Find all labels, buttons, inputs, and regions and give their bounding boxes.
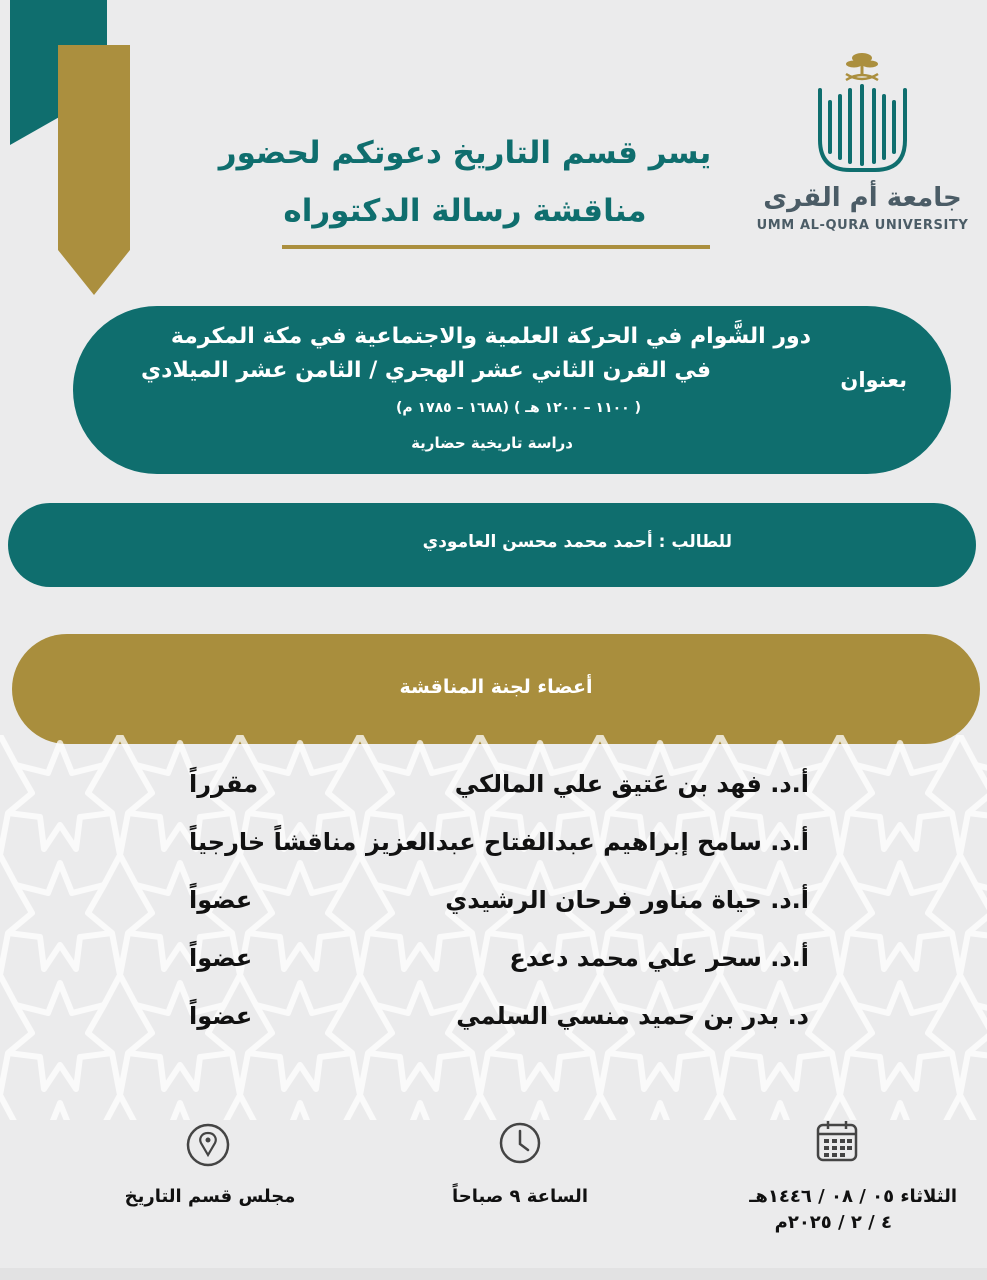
committee-banner bbox=[12, 634, 980, 744]
event-heading: مناقشة رسالة الدكتوراه bbox=[283, 193, 647, 229]
committee-member bbox=[189, 944, 809, 984]
member-name: أ.د. سحر علي محمد دعدع bbox=[509, 944, 809, 972]
thesis-subtitle: دراسة تاريخية حضارية bbox=[411, 434, 573, 452]
student-name: للطالب : أحمد محمد محسن العامودي bbox=[422, 532, 732, 552]
member-role: عضواً bbox=[189, 1002, 253, 1030]
event-time: الساعة ٩ صباحاً bbox=[452, 1186, 588, 1207]
member-role: مقرراً bbox=[189, 770, 259, 798]
university-name-english: UMM AL-QURA UNIVERSITY bbox=[756, 218, 969, 233]
committee-member bbox=[189, 1002, 809, 1042]
location-pin-icon bbox=[185, 1122, 231, 1168]
heading-underline bbox=[282, 245, 710, 249]
invitation-heading: يسر قسم التاريخ دعوتكم لحضور bbox=[218, 135, 712, 171]
student-banner bbox=[8, 503, 976, 587]
member-name: أ.د. فهد بن عَتيق علي المالكي bbox=[454, 770, 809, 798]
thesis-title-banner bbox=[73, 306, 951, 474]
committee-member bbox=[189, 886, 809, 926]
committee-title: أعضاء لجنة المناقشة bbox=[399, 676, 593, 698]
event-location: مجلس قسم التاريخ bbox=[124, 1186, 296, 1207]
clock-icon bbox=[497, 1120, 543, 1166]
committee-member bbox=[189, 770, 809, 810]
bottom-edge bbox=[0, 1268, 987, 1280]
member-name: د. بدر بن حميد منسي السلمي bbox=[456, 1002, 809, 1030]
member-role: مناقشاً خارجياً bbox=[189, 828, 357, 856]
university-emblem-icon bbox=[750, 40, 975, 180]
thesis-years: ( ١١٠٠ – ١٢٠٠ هـ ) (١٦٨٨ – ١٧٨٥ م) bbox=[396, 400, 641, 416]
member-name: أ.د. سامح إبراهيم عبدالفتاح عبدالعزيز bbox=[365, 828, 809, 856]
thesis-title-line-2: في القرن الثاني عشر الهجري / الثامن عشر الميلادي bbox=[140, 358, 711, 383]
corner-ribbon-gold bbox=[58, 45, 130, 295]
calendar-icon bbox=[814, 1118, 860, 1164]
member-name: أ.د. حياة مناور فرحان الرشيدي bbox=[445, 886, 809, 914]
member-role: عضواً bbox=[189, 886, 253, 914]
university-name-arabic: جامعة أم القرى bbox=[763, 183, 962, 213]
university-logo bbox=[750, 40, 975, 240]
committee-member bbox=[189, 828, 809, 868]
member-role: عضواً bbox=[189, 944, 253, 972]
date-gregorian: ٤ / ٢ / ٢٠٢٥م bbox=[774, 1212, 892, 1233]
thesis-label: بعنوان bbox=[840, 368, 907, 392]
date-hijri: الثلاثاء ٠٥ / ٠٨ / ١٤٤٦هـ bbox=[749, 1186, 957, 1207]
thesis-title-line-1: دور الشَّوام في الحركة العلمية والاجتماعية في مكة المكرمة bbox=[170, 324, 811, 349]
